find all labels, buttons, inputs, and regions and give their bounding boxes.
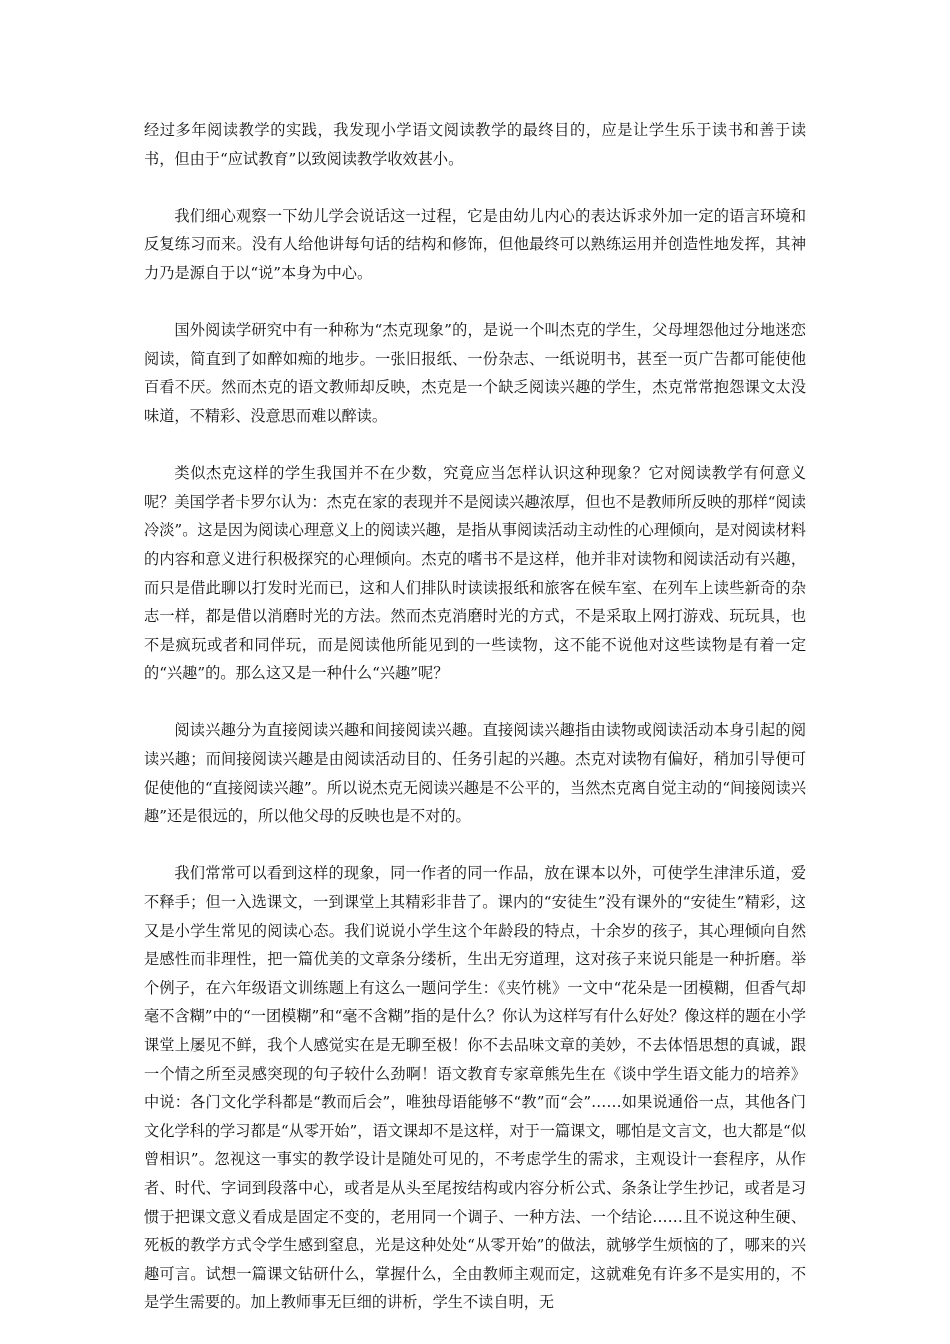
paragraph-5: 阅读兴趣分为直接阅读兴趣和间接阅读兴趣。直接阅读兴趣指由读物或阅读活动本身引起的阅读兴趣；而间接阅读兴趣是由阅读活动目的、任务引起的兴趣。杰克对读物有偏好，稍加引导便可促使他的“直接阅读兴趣”。所以说杰克无阅读兴趣是不公平的，当然杰克离自觉主动的“间接阅读兴趣”还是很远的，所以他父母的反映也是不对的。: [144, 721, 806, 826]
paragraph-1: 经过多年阅读教学的实践，我发现小学语文阅读教学的最终目的，应是让学生乐于读书和善于读书，但由于“应试教育”以致阅读教学收效甚小。: [144, 121, 806, 168]
paragraph-2: 我们细心观察一下幼儿学会说话这一过程，它是由幼儿内心的表达诉求外加一定的语言环境和反复练习而来。没有人给他讲每句话的结构和修饰，但他最终可以熟练运用并创造性地发挥，其神力乃是源自于以“说”本身为中心。: [144, 206, 806, 282]
paragraph-6: 我们常常可以看到这样的现象，同一作者的同一作品，放在课本以外，可使学生津津乐道，爱不释手；但一入选课文，一到课堂上其精彩非昔了。课内的“安徒生”没有课外的“安徒生”精彩，这又是小学生常见的阅读心态。我们说说小学生这个年龄段的特点，十余岁的孩子，其心理倾向自然是感性而非理性，把一篇优美的文章条分缕析，生出无穷道理，这对孩子来说只能是一种折磨。举个例子，在六年级语文训练题上有这么一题问学生：《夹竹桃》一文中“花朵是一团模糊，但香气却毫不含糊”中的“一团模糊”和“毫不含糊”指的是什么？你认为这样写有什么好处？像这样的题在小学课堂上屡见不鲜，我个人感觉实在是无聊至极！你不去品味文章的美妙，不去体悟思想的真诚，跟一个情之所至灵感突现的句子较什么劲啊！语文教育专家章熊先生在《谈中学生语文能力的培养》中说：各门文化学科都是“教而后会”，唯独母语能够不“教”而“会”……如果说通俗一点，其他各门文化学科的学习都是“从零开始”，语文课却不是这样，对于一篇课文，哪怕是文言文，也大都是“似曾相识”。忽视这一事实的教学设计是随处可见的，不考虑学生的需求，主观设计一套程序，从作者、时代、字词到段落中心，或者是从头至尾按结构或内容分析公式、条条让学生抄记，或者是习惯于把课文意义看成是固定不变的，老用同一个调子、一种方法、一个结论……且不说这种生硬、死板的教学方式令学生感到窒息，光是这种处处“从零开始”的做法，就够学生烦恼的了，哪来的兴趣可言。试想一篇课文钻研什么，掌握什么，全由教师主观而定，这就难免有许多不是实用的，不是学生需要的。加上教师事无巨细的讲析，学生不读自明，无: [144, 864, 806, 1312]
document-body: [144, 116, 806, 1317]
paragraph-4: 类似杰克这样的学生我国并不在少数，究竟应当怎样认识这种现象？它对阅读教学有何意义呢？美国学者卡罗尔认为：杰克在家的表现并不是阅读兴趣浓厚，但也不是教师所反映的那样“阅读冷淡”。这是因为阅读心理意义上的阅读兴趣，是指从事阅读活动主动性的心理倾向，是对阅读材料的内容和意义进行积极探究的心理倾向。杰克的嗜书不是这样，他并非对读物和阅读活动有兴趣，而只是借此聊以打发时光而已，这和人们排队时读读报纸和旅客在候车室、在列车上读些新奇的杂志一样，都是借以消磨时光的方法。然而杰克消磨时光的方式，不是采取上网打游戏、玩玩具，也不是疯玩或者和同伴玩，而是阅读他所能见到的一些读物，这不能不说他对这些读物是有着一定的“兴趣”的。那么这又是一种什么“兴趣”呢？: [144, 464, 806, 683]
paragraph-3: 国外阅读学研究中有一种称为“杰克现象”的，是说一个叫杰克的学生，父母埋怨他过分地迷恋阅读，简直到了如醉如痴的地步。一张旧报纸、一份杂志、一纸说明书，甚至一页广告都可能使他百看不厌。然而杰克的语文教师却反映，杰克是一个缺乏阅读兴趣的学生，杰克常常抱怨课文太没味道，不精彩、没意思而难以醉读。: [144, 321, 806, 425]
